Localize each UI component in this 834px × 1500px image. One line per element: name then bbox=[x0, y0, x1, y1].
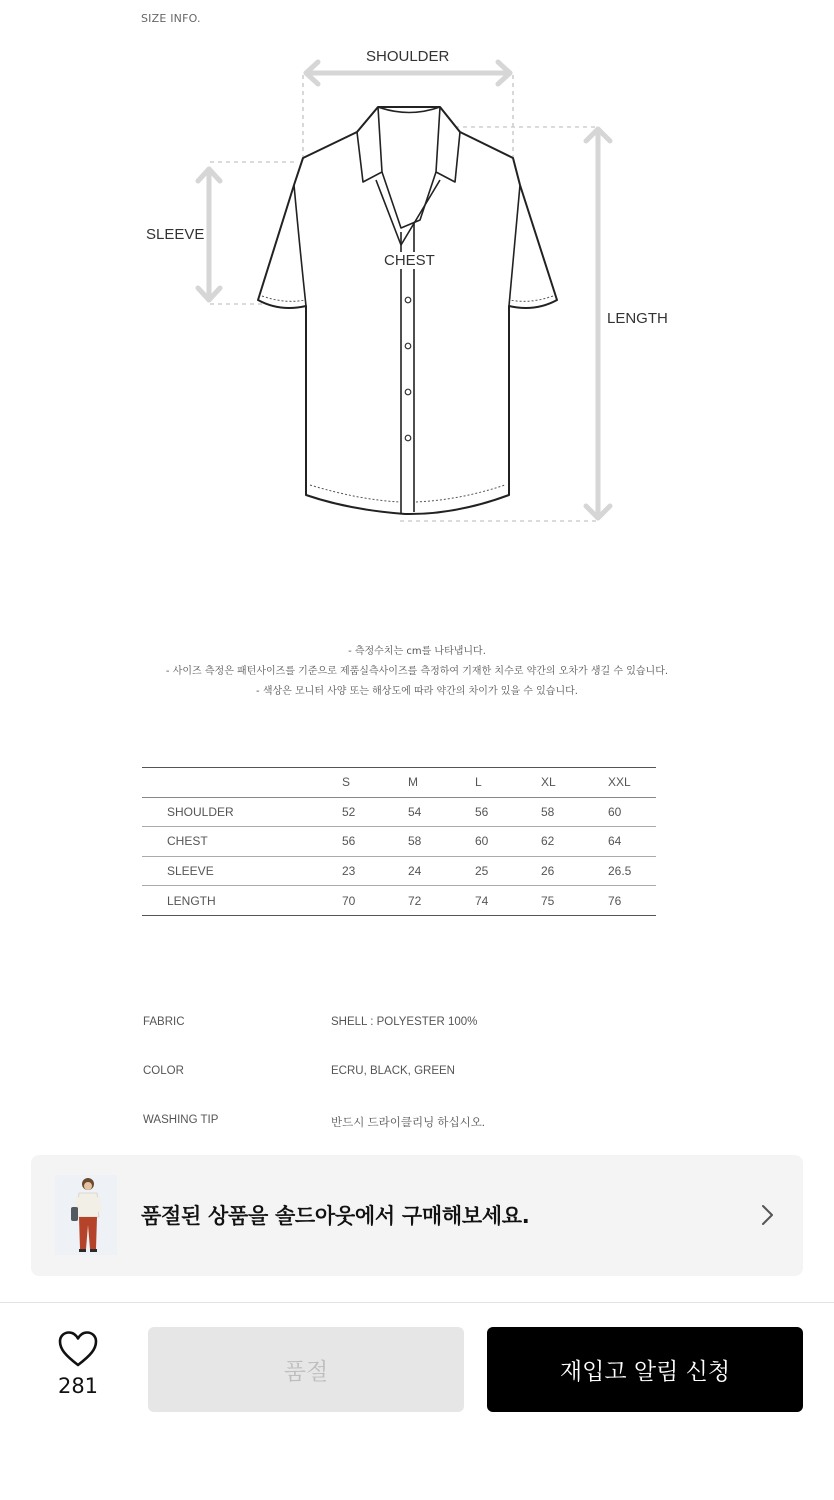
table-row bbox=[142, 856, 656, 886]
table-cell: 26.5 bbox=[608, 864, 632, 879]
table-row bbox=[142, 886, 656, 916]
size-table-header bbox=[142, 768, 656, 798]
soldout-banner-text: 품절된 상품을 솔드아웃에서 구매해보세요. bbox=[141, 1204, 530, 1228]
note-line: - 색상은 모니터 사양 또는 해상도에 따라 약간의 차이가 있을 수 있습니다. bbox=[256, 686, 578, 697]
table-row bbox=[142, 797, 656, 827]
table-cell: SLEEVE bbox=[167, 864, 214, 879]
table-header-cell: XXL bbox=[608, 775, 631, 790]
sleeve-label: SLEEVE bbox=[146, 226, 205, 243]
table-cell: 52 bbox=[342, 804, 356, 819]
measurement-notes bbox=[0, 642, 834, 702]
length-label: LENGTH bbox=[607, 310, 668, 327]
table-cell: LENGTH bbox=[167, 893, 216, 908]
size-diagram bbox=[0, 0, 834, 560]
table-cell: 26 bbox=[541, 864, 555, 879]
shirt-measurement-illustration bbox=[0, 0, 834, 560]
restock-alert-button[interactable]: 재입고 알림 신청 bbox=[487, 1327, 803, 1412]
chest-label: CHEST bbox=[384, 252, 435, 269]
heart-icon[interactable] bbox=[57, 1330, 99, 1368]
table-cell: 58 bbox=[408, 834, 422, 849]
spec-label: COLOR bbox=[143, 1065, 184, 1077]
soldout-button: 품절 bbox=[148, 1327, 464, 1412]
spec-label: WASHING TIP bbox=[143, 1114, 219, 1126]
table-header-cell: S bbox=[342, 775, 351, 790]
size-info-title: SIZE INFO. bbox=[141, 12, 201, 25]
table-cell: 62 bbox=[541, 834, 555, 849]
spec-value: ECRU, BLACK, GREEN bbox=[331, 1065, 455, 1077]
table-cell: 72 bbox=[408, 893, 422, 908]
spec-label: FABRIC bbox=[143, 1016, 185, 1028]
shoulder-label: SHOULDER bbox=[366, 48, 450, 65]
note-line: - 측정수치는 cm를 나타냅니다. bbox=[348, 646, 486, 657]
table-cell: SHOULDER bbox=[167, 804, 234, 819]
soldout-banner[interactable] bbox=[31, 1155, 803, 1276]
table-cell: 70 bbox=[342, 893, 356, 908]
bottom-bar-divider bbox=[0, 1302, 834, 1303]
table-cell: 58 bbox=[541, 804, 555, 819]
note-line: - 사이즈 측정은 패턴사이즈를 기준으로 제품실측사이즈를 측정하여 기재한 치수로 약간의 오차가 생길 수 있습니다. bbox=[165, 666, 669, 677]
table-cell: 54 bbox=[408, 804, 422, 819]
table-header-cell: XL bbox=[541, 775, 556, 790]
table-cell: CHEST bbox=[167, 834, 208, 849]
like-button[interactable] bbox=[50, 1330, 106, 1400]
table-cell: 60 bbox=[475, 834, 489, 849]
like-count: 281 bbox=[57, 1374, 99, 1398]
size-table bbox=[142, 767, 656, 916]
table-cell: 56 bbox=[475, 804, 489, 819]
table-cell: 74 bbox=[475, 893, 489, 908]
product-model-thumbnail bbox=[55, 1175, 117, 1255]
table-cell: 75 bbox=[541, 893, 555, 908]
table-cell: 56 bbox=[342, 834, 356, 849]
table-cell: 25 bbox=[475, 864, 489, 879]
table-row bbox=[142, 827, 656, 857]
table-cell: 24 bbox=[408, 864, 422, 879]
table-header-cell bbox=[142, 768, 342, 798]
table-cell: 60 bbox=[608, 804, 622, 819]
spec-value: SHELL : POLYESTER 100% bbox=[331, 1016, 478, 1028]
table-header-cell: M bbox=[408, 775, 418, 790]
table-cell: 23 bbox=[342, 864, 356, 879]
table-cell: 76 bbox=[608, 893, 622, 908]
table-header-cell: L bbox=[475, 775, 482, 790]
spec-value: 반드시 드라이클리닝 하십시오. bbox=[331, 1117, 486, 1129]
table-cell: 64 bbox=[608, 834, 622, 849]
chevron-right-icon[interactable] bbox=[755, 1201, 779, 1229]
